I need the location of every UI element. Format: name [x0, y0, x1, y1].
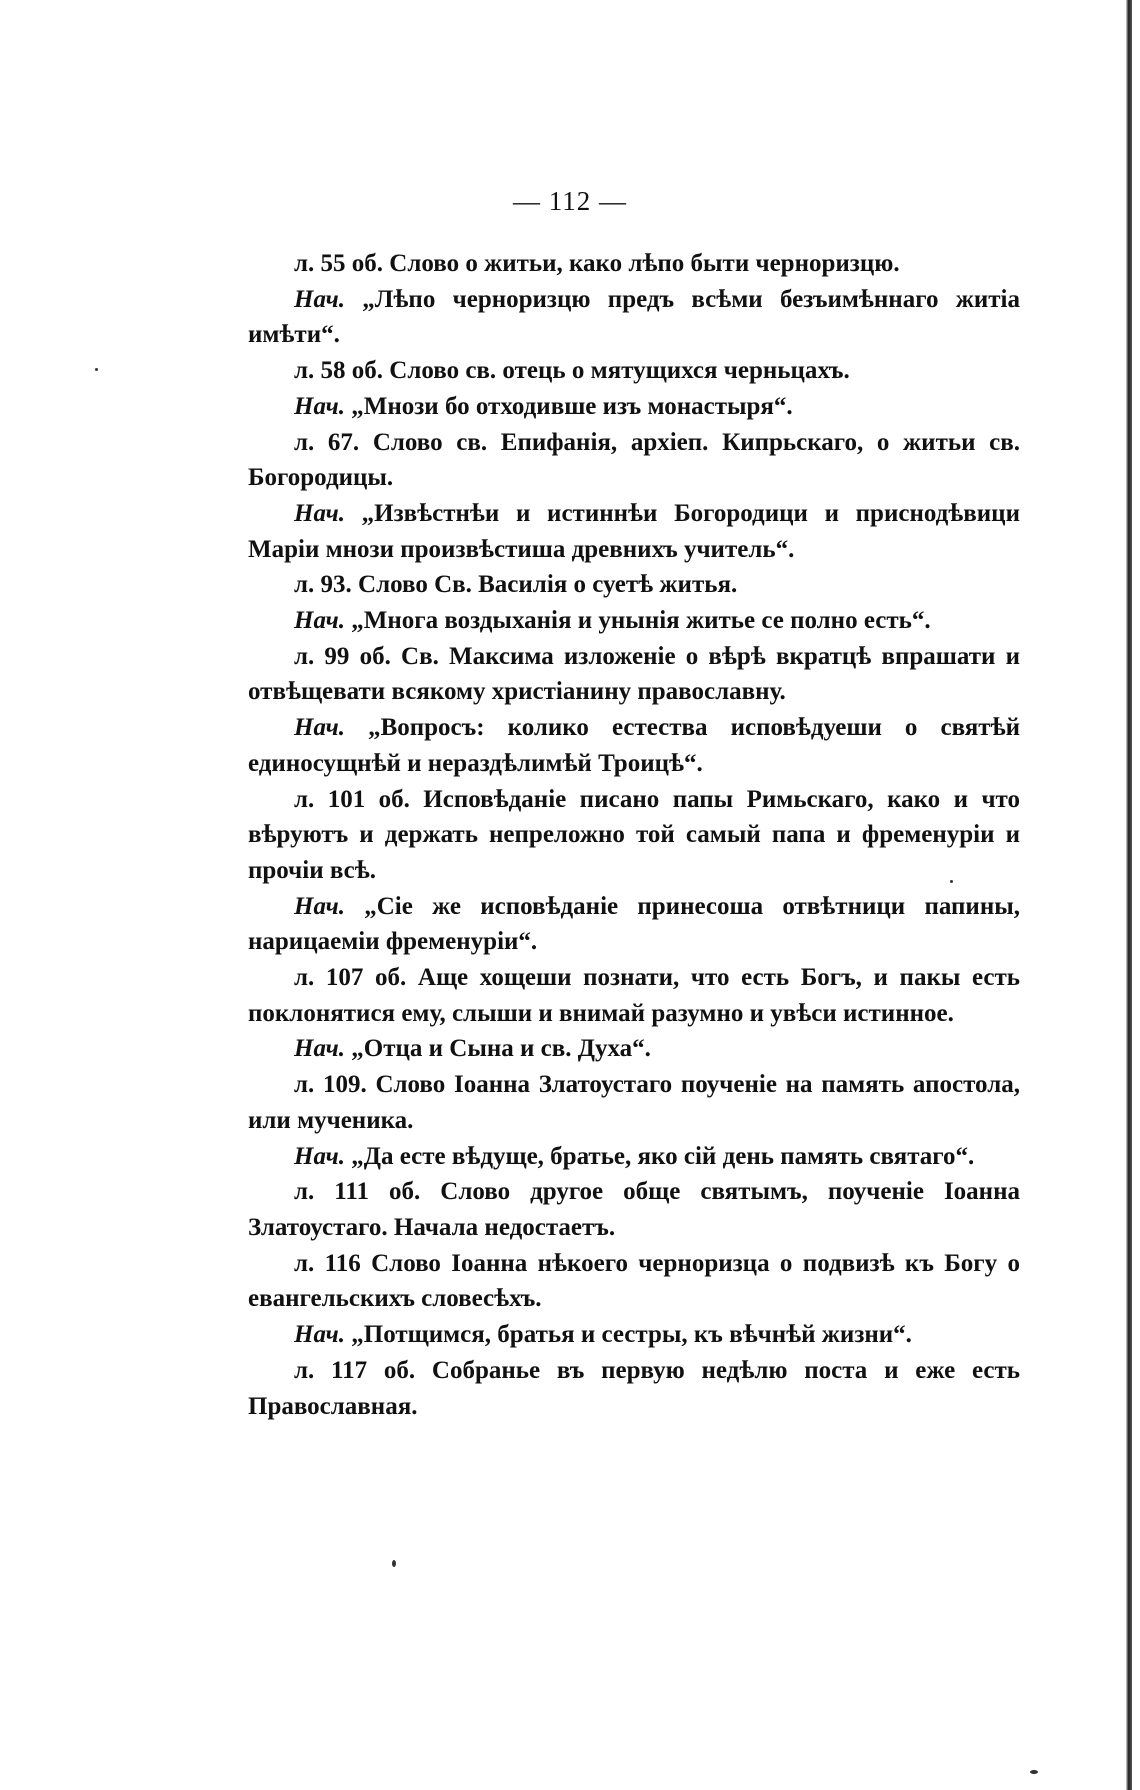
incipit-paragraph [248, 1139, 1020, 1175]
incipit-paragraph [248, 889, 1020, 960]
paragraph-text: л. 55 об. Слово о житьи, како лѣпо быти черноризцю. [294, 250, 900, 277]
paragraph-text: „Лѣпо черноризцю предъ всѣми безъимѣннаго житіа имѣти“. [248, 285, 1020, 349]
incipit-paragraph [248, 1031, 1020, 1067]
incipit-label: Нач. [294, 1035, 345, 1063]
paragraph-text: „Сіе же исповѣданіе принесоша отвѣтници папины, нарицаеміи фременуріи“. [248, 892, 1020, 956]
paragraph-text: л. 116 Слово Іоанна нѣкоего черноризца о подвизѣ къ Богу о евангельскихъ словесѣхъ. [248, 1249, 1020, 1313]
incipit-paragraph [248, 1317, 1020, 1353]
paragraph-text: л. 101 об. Исповѣданіе писано папы Римьскаго, како и что вѣруютъ и держать непреложно той самый папа и фременуріи и прочіи всѣ. [248, 785, 1020, 884]
entry-paragraph [248, 246, 1020, 282]
paragraph-text: „Многа воздыханія и унынія житье се полно есть“. [351, 607, 931, 635]
paragraph-text: л. 58 об. Слово св. отець о мятущихся черньцахъ. [294, 357, 850, 385]
scan-speck [95, 368, 98, 371]
entry-paragraph [248, 639, 1020, 710]
incipit-paragraph [248, 710, 1020, 781]
entry-paragraph [248, 567, 1020, 603]
incipit-paragraph [248, 389, 1020, 425]
paragraph-text: л. 67. Слово св. Епифанія, архіеп. Кипрьскаго, о житьи св. Богородицы. [248, 428, 1020, 492]
page-number: — 112 — [513, 186, 627, 216]
incipit-label: Нач. [294, 1321, 345, 1349]
paragraph-text: л. 107 об. Аще хощеши познати, что есть Богъ, и пакы есть поклонятися ему, слыши и внимай разумно и увѣси истинное. [248, 964, 1020, 1027]
paragraph-text: „Да есте вѣдуще, братье, яко сій день память святаго“. [351, 1142, 975, 1170]
incipit-label: Нач. [294, 392, 345, 420]
scan-edge-shadow [1126, 0, 1132, 1790]
scan-speck [950, 880, 953, 883]
incipit-paragraph [248, 282, 1020, 353]
paragraph-text: л. 99 об. Св. Максима изложеніе о вѣрѣ вкратцѣ впрашати и отвѣщевати всякому христіанину православну. [248, 642, 1020, 706]
incipit-label: Нач. [294, 892, 345, 920]
incipit-label: Нач. [294, 285, 345, 313]
paragraph-text: л. 109. Слово Іоанна Златоустаго поученіе на память апостола, или мученика. [248, 1071, 1020, 1134]
entry-paragraph [248, 960, 1020, 1031]
incipit-paragraph [248, 603, 1020, 639]
incipit-label: Нач. [294, 499, 345, 527]
entry-paragraph [248, 782, 1020, 889]
entry-paragraph [248, 425, 1020, 496]
entry-paragraph [248, 1353, 1020, 1424]
incipit-label: Нач. [294, 714, 345, 742]
paragraph-text: л. 117 об. Собранье въ первую недѣлю поста и еже есть Православная. [248, 1356, 1020, 1420]
entry-paragraph [248, 1246, 1020, 1317]
entry-paragraph [248, 1067, 1020, 1138]
paragraph-text: „Извѣстнѣи и истиннѣи Богородици и приснодѣвици Маріи мнози произвѣстиша древнихъ учитель“. [248, 499, 1020, 563]
paragraph-text: „Отца и Сына и св. Духа“. [351, 1035, 651, 1063]
entry-paragraph [248, 1174, 1020, 1245]
paragraph-text: „Потщимся, братья и сестры, къ вѣчнѣй жизни“. [351, 1321, 912, 1349]
paragraph-text: „Мнози бо отходивше изъ монастыря“. [351, 392, 793, 420]
scan-speck [392, 1560, 396, 1567]
incipit-label: Нач. [294, 607, 345, 635]
paragraph-text: л. 93. Слово Св. Василія о суетѣ житья. [294, 571, 738, 599]
incipit-label: Нач. [294, 1142, 345, 1170]
paragraph-text: „Вопросъ: колико естества исповѣдуеши о святѣй единосущнѣй и нераздѣлимѣй Троицѣ“. [248, 714, 1020, 777]
incipit-paragraph [248, 496, 1020, 567]
document-body [248, 246, 1020, 1424]
entry-paragraph [248, 353, 1020, 389]
paragraph-text: л. 111 об. Слово другое обще святымъ, поученіе Іоанна Златоустаго. Начала недостаетъ. [248, 1178, 1020, 1241]
scan-speck [1030, 1770, 1038, 1774]
